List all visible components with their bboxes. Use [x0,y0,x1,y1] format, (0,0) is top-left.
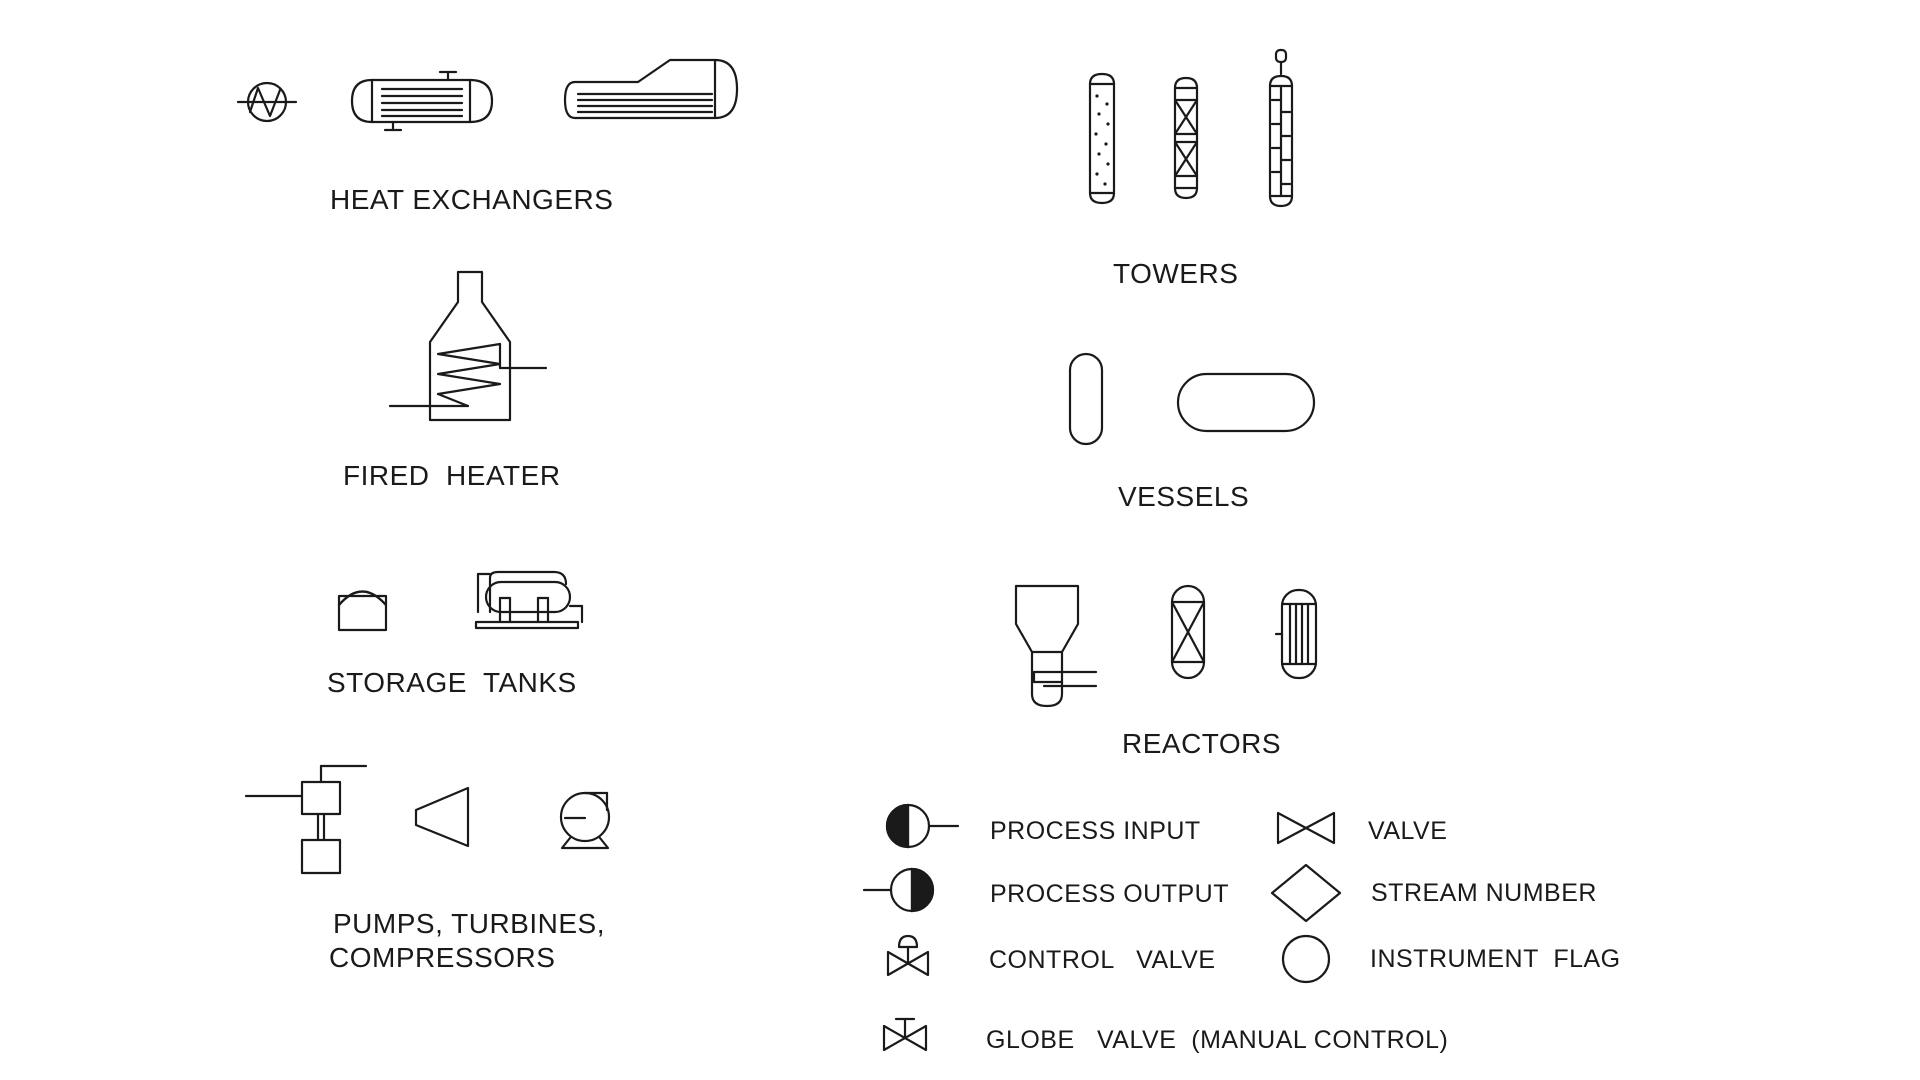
process-output-icon [864,869,933,911]
packed-bed-reactor-icon [1172,586,1204,678]
globe-valve-icon [884,1019,926,1050]
tray-tower-icon [1270,50,1292,206]
control-valve-icon [888,936,928,975]
bed-tower-icon [1175,78,1197,198]
pumps-turbines-label: PUMPS, TURBINES, [333,908,605,939]
valve-icon [1278,813,1334,843]
shell-tube-exchanger-icon [352,72,492,130]
towers-label: TOWERS [1113,258,1239,289]
instrument-flag-label: INSTRUMENT FLAG [1370,945,1621,973]
vessels-label: VESSELS [1118,481,1250,512]
valve-label: VALVE [1368,817,1448,845]
compressor-icon [416,788,468,846]
instrument-flag-icon [1283,936,1329,982]
jacketed-reactor-icon [1016,586,1096,706]
process-input-label: PROCESS INPUT [990,817,1201,845]
cone-roof-tank-icon [339,592,386,631]
fired-heater-label: FIRED HEATER [343,460,561,491]
process-output-label: PROCESS OUTPUT [990,880,1229,908]
centrifugal-pump-icon [561,793,609,848]
kettle-reboiler-icon [565,60,737,118]
packed-tower-icon [1090,74,1114,203]
compressors-label: COMPRESSORS [329,942,556,973]
fired-heater-icon [390,272,546,420]
vertical-vessel-icon [1070,354,1102,444]
pump-icon [246,766,366,873]
horizontal-vessel-icon [1178,374,1314,431]
heat-exchangers-label: HEAT EXCHANGERS [330,184,614,215]
control-valve-label: CONTROL VALVE [989,946,1216,974]
reactors-label: REACTORS [1122,728,1282,759]
stream-number-label: STREAM NUMBER [1371,879,1597,907]
storage-tanks-label: STORAGE TANKS [327,667,577,698]
process-input-icon [887,805,958,847]
stream-number-icon [1272,865,1340,921]
horizontal-tank-icon [476,572,582,628]
tubular-reactor-icon [1276,590,1316,678]
globe-valve-label: GLOBE VALVE (MANUAL CONTROL) [986,1026,1449,1054]
heat-exchanger-icon [238,83,296,121]
